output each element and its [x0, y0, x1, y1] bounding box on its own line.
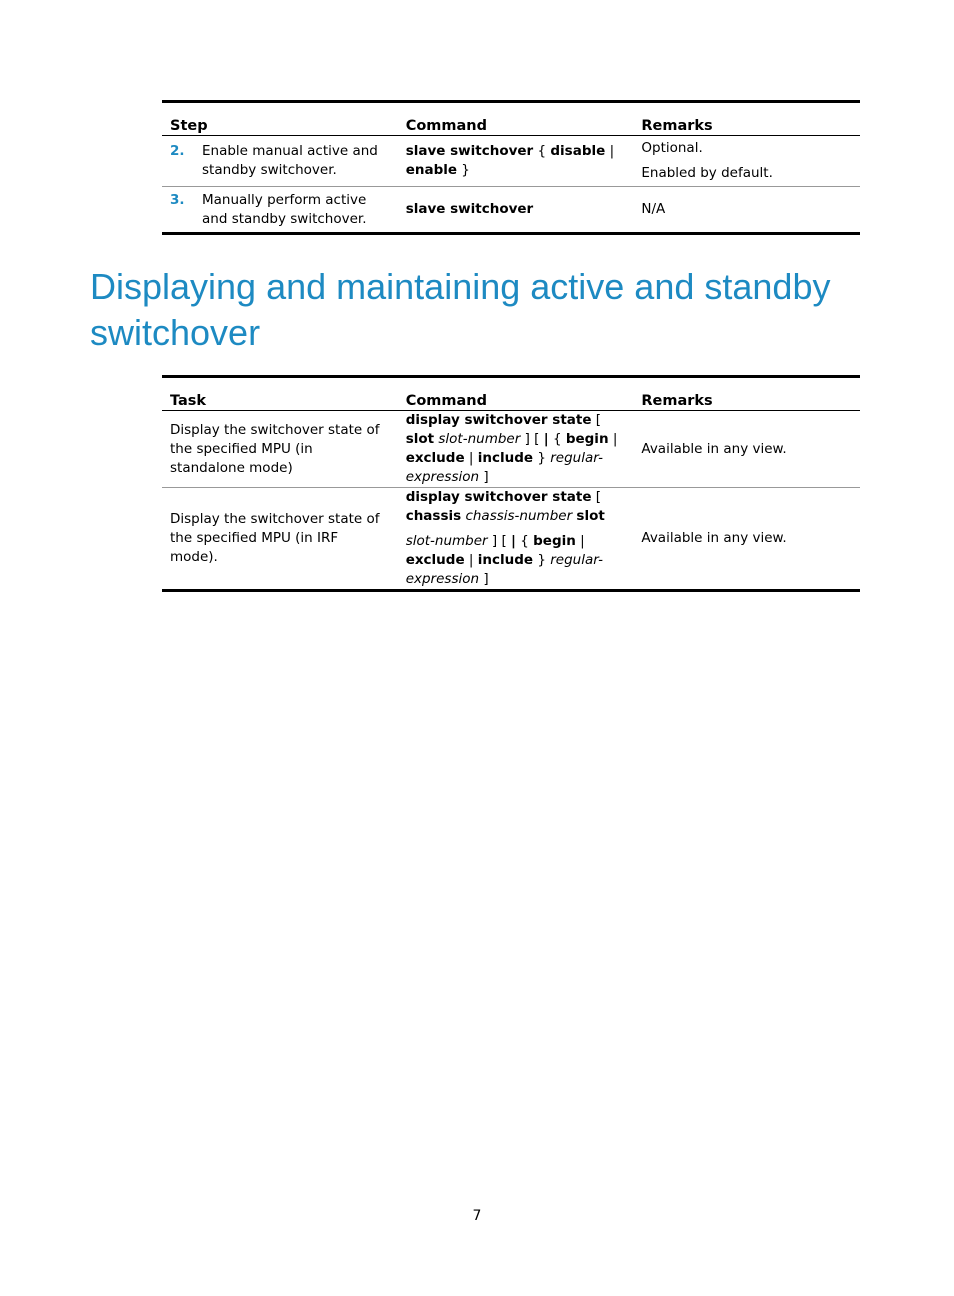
header-remarks: Remarks — [641, 118, 713, 134]
step-text: Enable manual active and standby switchover. — [202, 143, 378, 178]
remarks-cell — [633, 136, 860, 187]
command-keyword: slave switchover — [405, 143, 534, 159]
command-argument: regular-expression — [405, 450, 603, 485]
command-punct: { — [548, 431, 566, 447]
command-keyword: chassis — [405, 508, 462, 524]
command-keyword: | — [511, 533, 516, 549]
command-keyword: enable — [405, 162, 458, 178]
command-punct: [ — [591, 489, 602, 505]
command-keyword: include — [477, 450, 534, 466]
command-punct: ] — [479, 469, 489, 485]
step-command-table — [162, 100, 860, 235]
table-row — [162, 136, 860, 187]
command-keyword: | — [543, 431, 549, 447]
step-cell — [162, 136, 398, 187]
command-keyword: slave switchover — [405, 201, 534, 217]
command-argument: regular-expression — [405, 552, 603, 587]
task-cell: Display the switchover state of the specified MPU (in standalone mode) — [170, 421, 380, 476]
command-keyword: slot — [576, 508, 605, 524]
command-punct: ] [ — [520, 431, 544, 447]
command-line — [406, 532, 626, 589]
command-punct: { — [515, 533, 534, 549]
table-header-row — [162, 102, 860, 136]
table-header-row — [162, 377, 860, 411]
command-punct: { — [533, 143, 551, 159]
command-keyword: include — [477, 552, 534, 568]
header-command: Command — [405, 118, 487, 134]
header-task: Task — [170, 393, 207, 409]
task-cell: Display the switchover state of the specified MPU (in IRF mode). — [170, 511, 380, 565]
section-title: Displaying and maintaining active and standby switchover — [90, 266, 831, 353]
header-command: Command — [405, 393, 487, 409]
step-number: 2. — [170, 143, 185, 159]
command-punct: } — [533, 450, 551, 466]
command-argument: slot-number — [405, 533, 488, 549]
command-punct: ] [ — [487, 533, 512, 549]
command-punct: | — [575, 533, 585, 549]
table-row — [162, 488, 860, 591]
command-keyword: exclude — [405, 450, 465, 466]
command-punct: } — [457, 162, 470, 178]
command-punct: | — [464, 450, 478, 466]
command-cell — [398, 136, 634, 187]
step-number: 3. — [170, 191, 185, 208]
remarks-cell: Available in any view. — [641, 440, 787, 457]
table-row — [162, 187, 860, 234]
remarks-line: Optional. — [641, 140, 703, 156]
command-punct: | — [464, 552, 478, 568]
table-row — [162, 411, 860, 488]
command-punct: [ — [591, 412, 602, 428]
command-punct: | — [608, 431, 618, 447]
remarks-cell: N/A — [641, 201, 666, 217]
command-punct: } — [533, 552, 551, 568]
header-step: Step — [170, 118, 208, 134]
command-cell — [398, 411, 634, 488]
header-remarks: Remarks — [641, 393, 713, 409]
command-keyword: slot — [405, 431, 435, 447]
command-keyword: display switchover state — [405, 489, 592, 505]
remarks-line: Enabled by default. — [641, 165, 773, 181]
command-keyword: exclude — [405, 552, 465, 568]
command-keyword: begin — [565, 431, 609, 447]
command-argument: chassis-number — [465, 508, 573, 524]
command-keyword: disable — [550, 143, 606, 159]
command-keyword: begin — [533, 533, 576, 549]
command-punct: | — [605, 143, 615, 159]
command-argument: slot-number — [438, 431, 521, 447]
command-cell — [398, 187, 634, 234]
command-cell — [398, 488, 634, 591]
command-keyword: display switchover state — [405, 412, 592, 428]
step-cell — [162, 187, 398, 234]
command-punct: ] — [479, 571, 489, 587]
remarks-cell: Available in any view. — [641, 530, 787, 546]
task-command-table — [162, 375, 860, 592]
step-text: Manually perform active and standby switchover. — [202, 191, 367, 227]
command-line — [406, 488, 626, 526]
page-number: 7 — [472, 1208, 482, 1224]
